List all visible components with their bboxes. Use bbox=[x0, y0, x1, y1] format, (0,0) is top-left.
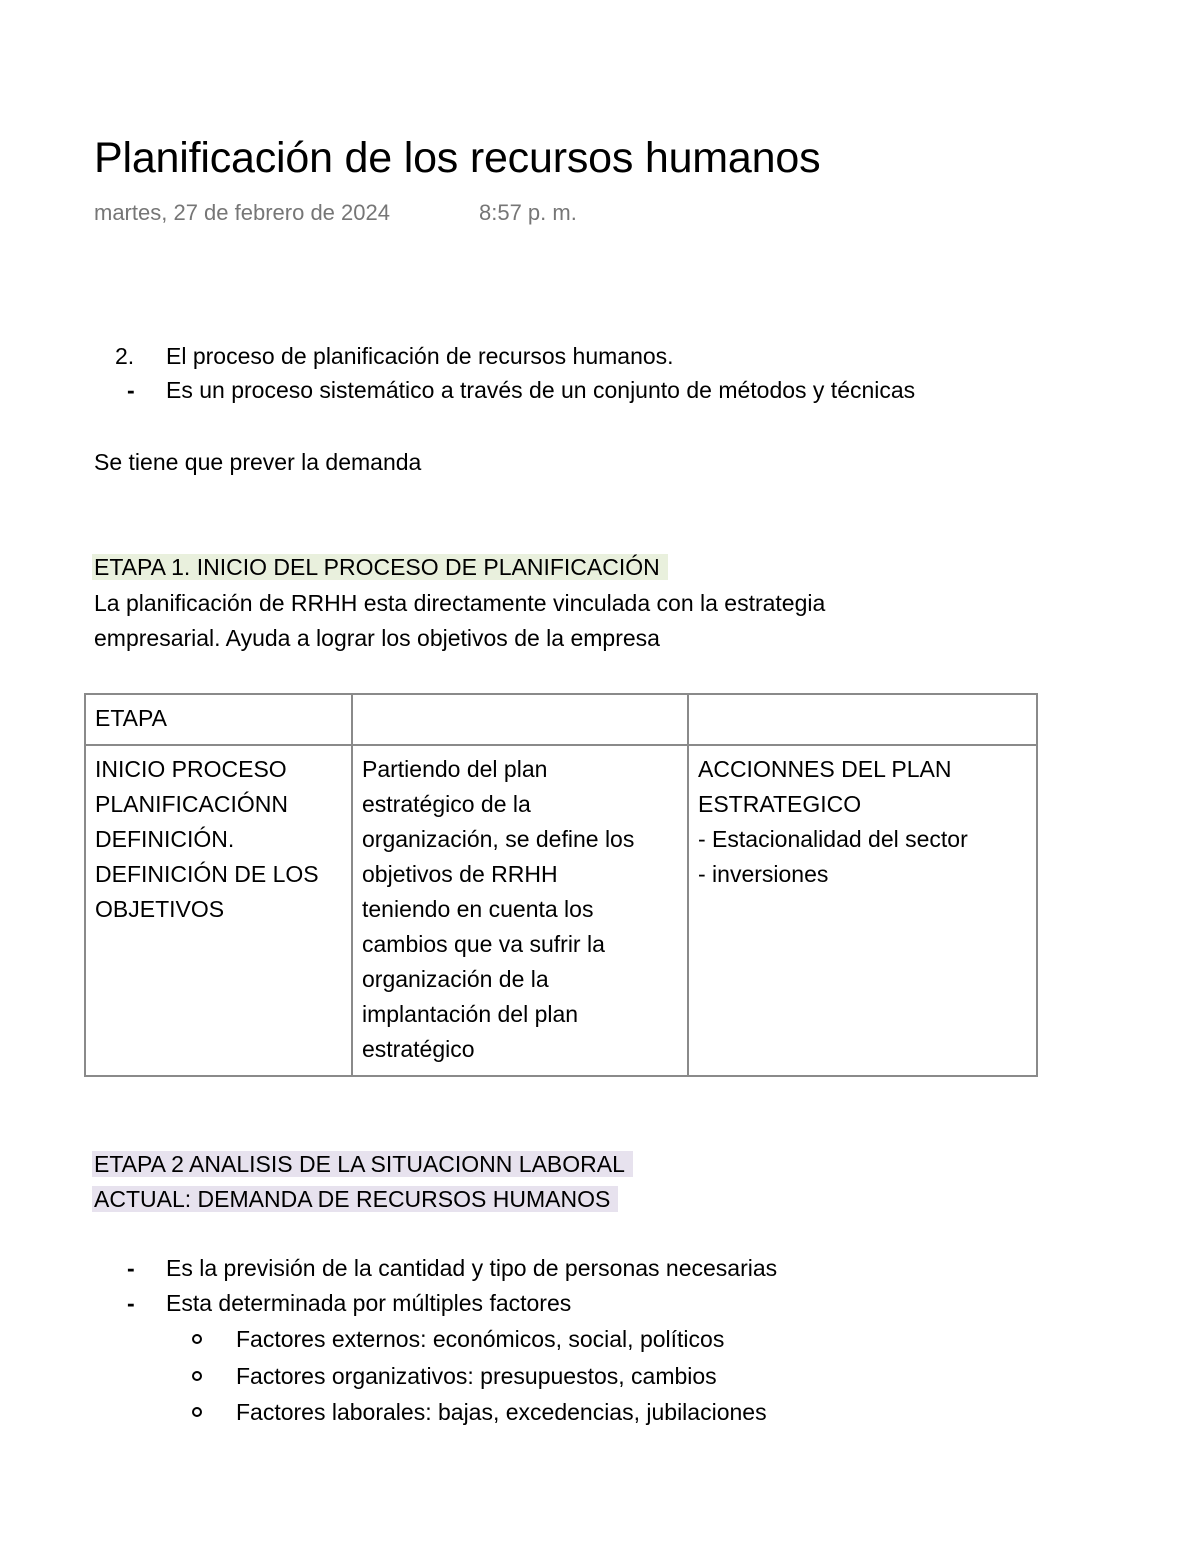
page-date: martes, 27 de febrero de 2024 bbox=[94, 200, 390, 225]
table-cell-actions: ACCIONNES DEL PLAN ESTRATEGICO - Estacionalidad del sector - inversiones bbox=[688, 745, 1037, 1076]
bullet-marker: - bbox=[127, 1290, 135, 1316]
circle-bullet-icon bbox=[192, 1371, 202, 1381]
table-header-cell: ETAPA bbox=[85, 694, 352, 745]
table-header-cell bbox=[352, 694, 688, 745]
stage2-heading-text-2: ACTUAL: DEMANDA DE RECURSOS HUMANOS bbox=[92, 1186, 618, 1212]
table-cell-description: Partiendo del plan estratégico de la organización, se define los objetivos de RRHH teniendo en cuenta los cambios que va sufrir la organización de la implantación del plan estratégico bbox=[352, 745, 688, 1076]
sub-list-item: Factores externos: económicos, social, políticos bbox=[236, 1326, 725, 1352]
stage2-heading-line2 bbox=[94, 1182, 618, 1217]
list-item: Esta determinada por múltiples factores bbox=[166, 1290, 572, 1316]
bullet-marker: - bbox=[127, 1255, 135, 1281]
section-heading: El proceso de planificación de recursos humanos. bbox=[166, 343, 674, 369]
stage2-heading-text-1: ETAPA 2 ANALISIS DE LA SITUACIONN LABORAL bbox=[92, 1151, 633, 1177]
list-item: Es un proceso sistemático a través de un conjunto de métodos y técnicas bbox=[166, 377, 916, 403]
table-row bbox=[85, 745, 1037, 1076]
table-header-row bbox=[85, 694, 1037, 745]
sub-list-item: Factores organizativos: presupuestos, cambios bbox=[236, 1363, 717, 1389]
page-time: 8:57 p. m. bbox=[479, 200, 577, 225]
table-cell-stage: INICIO PROCESO PLANIFICACIÓNN DEFINICIÓN. DEFINICIÓN DE LOS OBJETIVOS bbox=[85, 745, 352, 1076]
stage1-text-line2: empresarial. Ayuda a lograr los objetivos de la empresa bbox=[94, 625, 660, 651]
sub-list-item: Factores laborales: bajas, excedencias, jubilaciones bbox=[236, 1399, 767, 1425]
stage1-text-line1: La planificación de RRHH esta directamente vinculada con la estrategia bbox=[94, 590, 826, 616]
table-header-cell bbox=[688, 694, 1037, 745]
circle-bullet-icon bbox=[192, 1334, 202, 1344]
stage1-heading bbox=[94, 550, 668, 585]
stage1-heading-text: ETAPA 1. INICIO DEL PROCESO DE PLANIFICACIÓN bbox=[92, 554, 668, 580]
list-number: 2. bbox=[115, 343, 135, 369]
page-title: Planificación de los recursos humanos bbox=[94, 134, 821, 182]
list-item: Es la previsión de la cantidad y tipo de personas necesarias bbox=[166, 1255, 778, 1281]
bullet-marker: - bbox=[127, 377, 135, 403]
circle-bullet-icon bbox=[192, 1407, 202, 1417]
demand-text: Se tiene que prever la demanda bbox=[94, 449, 422, 475]
stage2-heading-line1 bbox=[94, 1147, 633, 1182]
stage-table bbox=[84, 693, 1038, 1077]
